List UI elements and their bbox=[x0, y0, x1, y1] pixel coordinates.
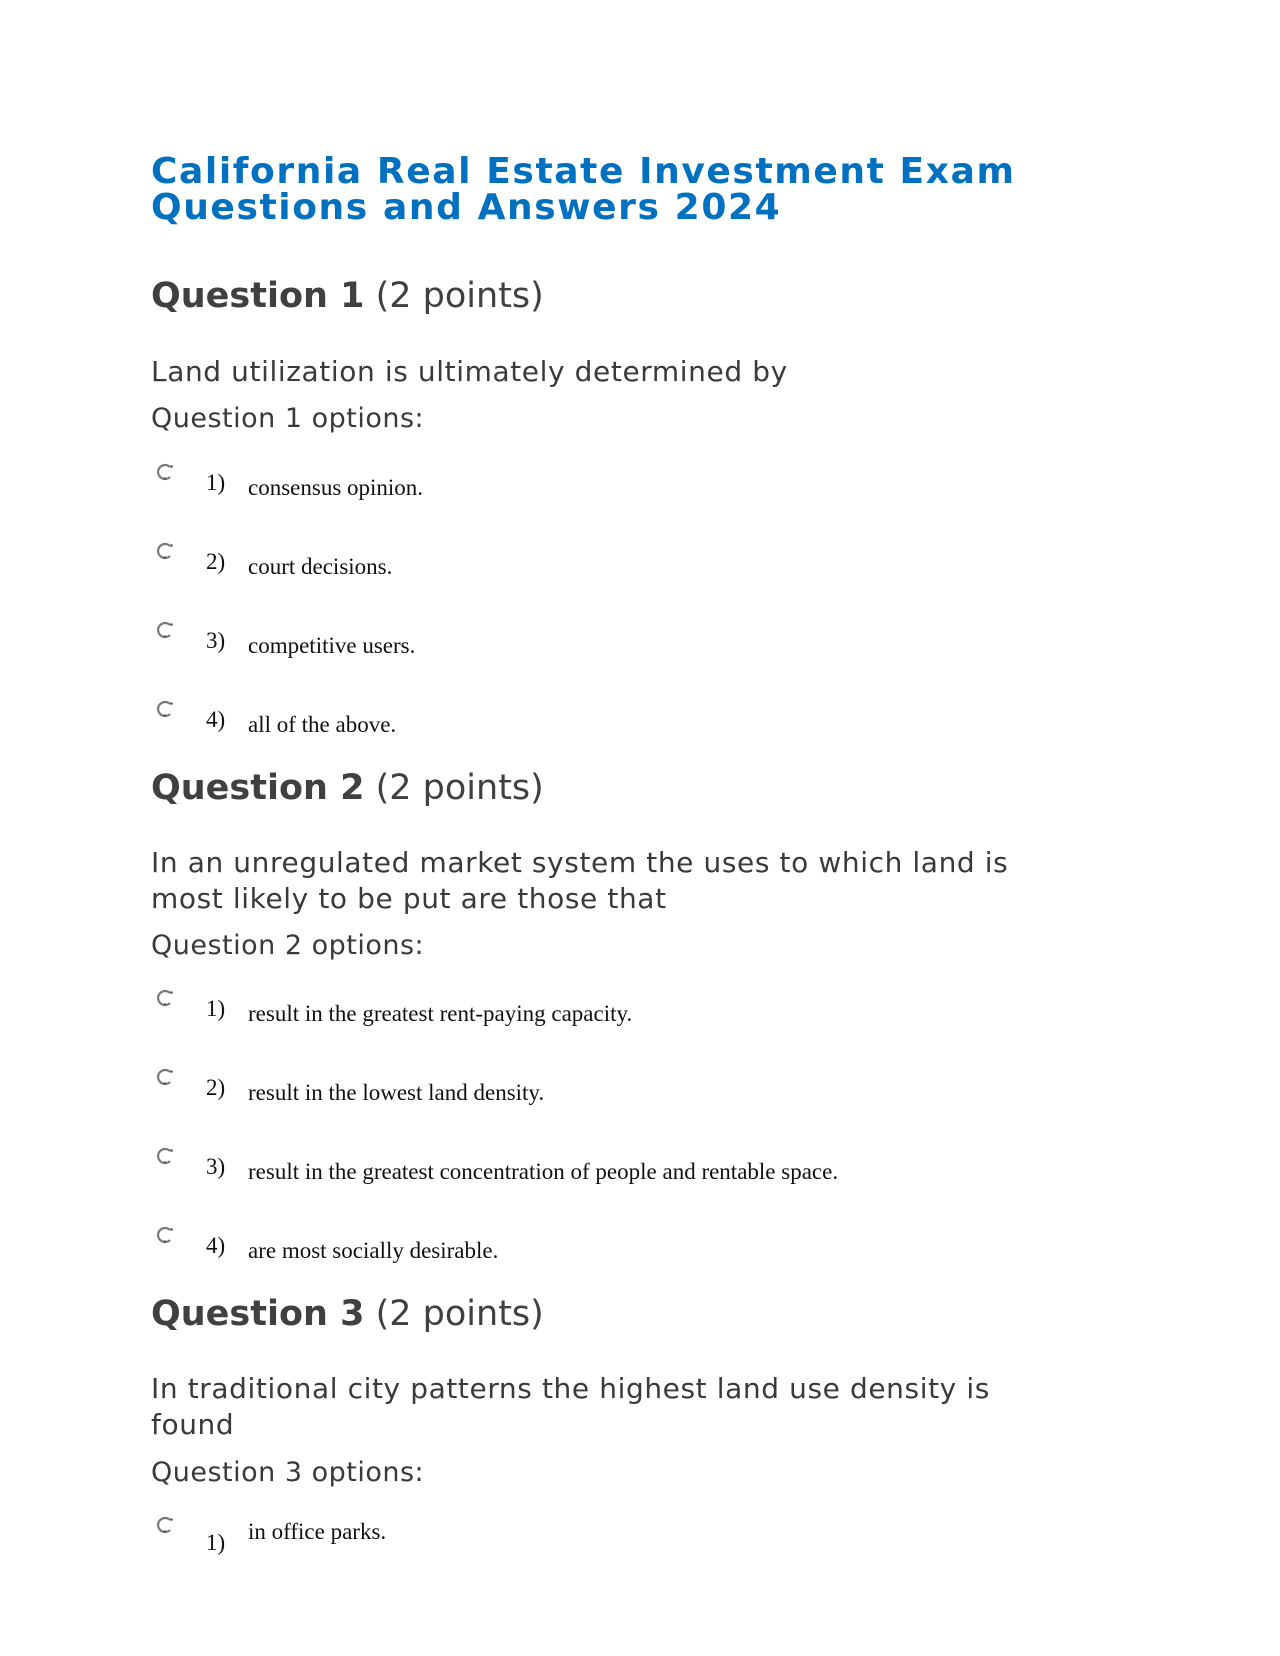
radio-button-icon[interactable] bbox=[155, 541, 175, 561]
question-1-option-3[interactable] bbox=[151, 620, 1051, 660]
radio-button-icon[interactable] bbox=[155, 462, 175, 482]
question-3-text: In traditional city patterns the highest land use density is found bbox=[151, 1372, 990, 1441]
question-2-option-1[interactable] bbox=[151, 988, 1051, 1028]
question-1-text: Land utilization is ultimately determined by bbox=[151, 355, 788, 388]
option-number: 2) bbox=[206, 1075, 226, 1100]
option-text: result in the lowest land density. bbox=[248, 1080, 545, 1105]
option-text: in office parks. bbox=[248, 1519, 387, 1544]
radio-button-icon[interactable] bbox=[155, 1067, 175, 1087]
question-3-options-label: Question 3 options: bbox=[151, 1457, 425, 1488]
option-text: court decisions. bbox=[248, 554, 393, 579]
option-number: 2) bbox=[206, 549, 226, 574]
question-2-points: (2 points) bbox=[375, 768, 544, 808]
option-number: 3) bbox=[206, 628, 226, 653]
question-1-option-1[interactable] bbox=[151, 462, 1051, 502]
option-number: 1) bbox=[206, 996, 226, 1021]
document-title-line-2: Questions and Answers 2024 bbox=[151, 187, 782, 228]
option-text: all of the above. bbox=[248, 712, 397, 737]
question-2-heading bbox=[151, 768, 544, 808]
question-3-points: (2 points) bbox=[375, 1294, 544, 1334]
question-3-option-1[interactable] bbox=[151, 1515, 1051, 1555]
radio-button-icon[interactable] bbox=[155, 1146, 175, 1166]
radio-button-icon[interactable] bbox=[155, 699, 175, 719]
question-1-option-4[interactable] bbox=[151, 699, 1051, 739]
radio-button-icon[interactable] bbox=[155, 988, 175, 1008]
question-2-options-label: Question 2 options: bbox=[151, 930, 425, 961]
document-title bbox=[151, 151, 1211, 228]
question-2-option-4[interactable] bbox=[151, 1225, 1051, 1265]
question-2-text: In an unregulated market system the uses to which land is most likely to be put are those that bbox=[151, 846, 1009, 915]
option-number: 3) bbox=[206, 1154, 226, 1179]
option-text: result in the greatest concentration of people and rentable space. bbox=[248, 1159, 839, 1184]
question-3-heading bbox=[151, 1294, 544, 1334]
question-1-label: Question 1 bbox=[151, 276, 365, 316]
option-text: competitive users. bbox=[248, 633, 416, 658]
question-1-heading bbox=[151, 276, 544, 316]
question-2-option-3[interactable] bbox=[151, 1146, 1051, 1186]
radio-button-icon[interactable] bbox=[155, 1515, 175, 1535]
question-1-option-2[interactable] bbox=[151, 541, 1051, 581]
document-title-line-1: California Real Estate Investment Exam bbox=[151, 151, 1016, 192]
radio-button-icon[interactable] bbox=[155, 1225, 175, 1245]
question-3-label: Question 3 bbox=[151, 1294, 365, 1334]
option-text: result in the greatest rent-paying capacity. bbox=[248, 1001, 633, 1026]
question-2-label: Question 2 bbox=[151, 768, 365, 808]
question-1-options-label: Question 1 options: bbox=[151, 403, 425, 434]
option-number: 4) bbox=[206, 707, 226, 732]
option-text: are most socially desirable. bbox=[248, 1238, 499, 1263]
question-1-points: (2 points) bbox=[375, 276, 544, 316]
option-number: 4) bbox=[206, 1233, 226, 1258]
option-number: 1) bbox=[206, 1530, 226, 1555]
option-number: 1) bbox=[206, 470, 226, 495]
question-2-option-2[interactable] bbox=[151, 1067, 1051, 1107]
radio-button-icon[interactable] bbox=[155, 620, 175, 640]
option-text: consensus opinion. bbox=[248, 475, 424, 500]
